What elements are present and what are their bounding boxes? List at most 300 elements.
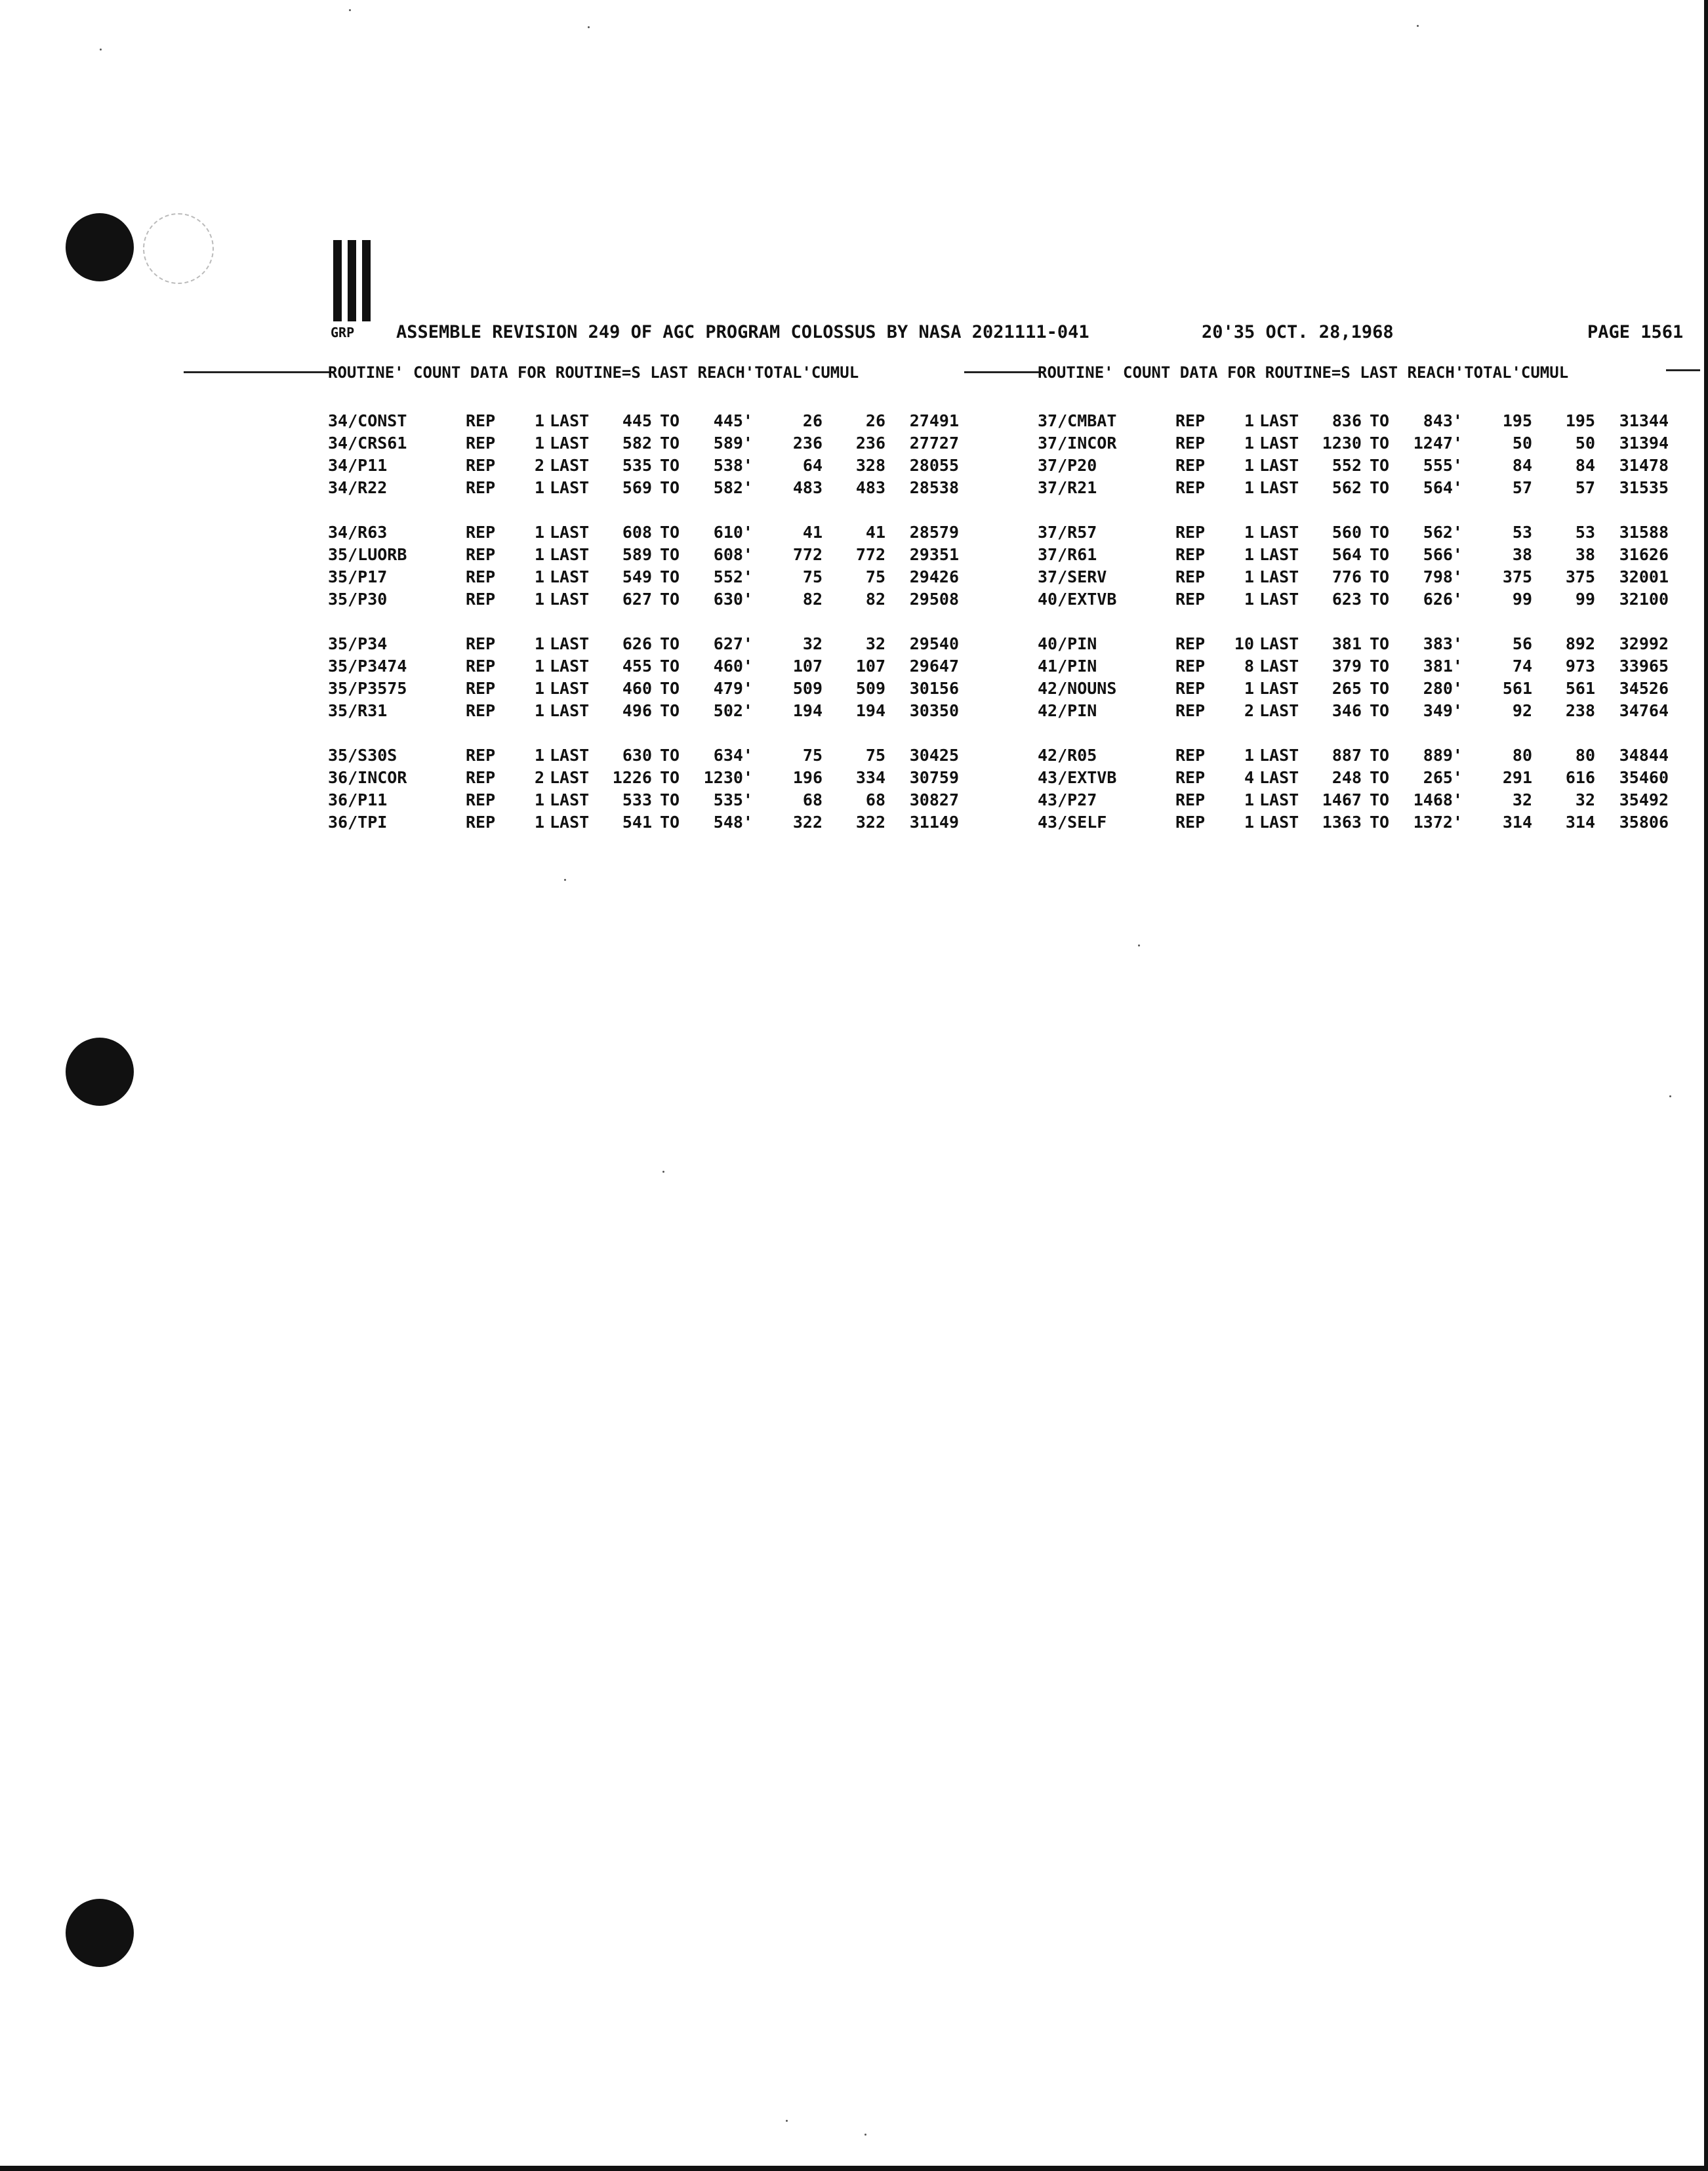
cell-rep: REP bbox=[1175, 456, 1206, 475]
cell-cumul: 34844 bbox=[1619, 746, 1669, 765]
cell-count: 1 bbox=[534, 478, 544, 497]
cell-rep: REP bbox=[466, 768, 496, 787]
table-row bbox=[328, 477, 964, 499]
table-row bbox=[1038, 455, 1674, 477]
cell-cumul: 29647 bbox=[909, 657, 959, 676]
cell-end: 626' bbox=[1423, 590, 1463, 609]
cell-to: TO bbox=[1370, 790, 1390, 809]
cell-reach: 64 bbox=[802, 456, 823, 475]
cell-end: 627' bbox=[713, 634, 753, 653]
cell-cumul: 31626 bbox=[1619, 545, 1669, 564]
punch-hole-bottom bbox=[66, 1899, 134, 1967]
cell-cumul: 29426 bbox=[909, 567, 959, 586]
cell-cumul: 31149 bbox=[909, 813, 959, 832]
cell-from: 1230 bbox=[1322, 434, 1362, 453]
cell-last: LAST bbox=[550, 590, 590, 609]
cell-last: LAST bbox=[1259, 545, 1299, 564]
cell-last: LAST bbox=[550, 679, 590, 698]
cell-from: 552 bbox=[1332, 456, 1362, 475]
cell-total: 238 bbox=[1565, 701, 1595, 720]
cell-rep: REP bbox=[466, 523, 496, 542]
cell-rep: REP bbox=[466, 478, 496, 497]
cell-cumul: 31344 bbox=[1619, 411, 1669, 430]
cell-total: 80 bbox=[1575, 746, 1595, 765]
cell-routine: 35/P30 bbox=[328, 590, 388, 609]
page-bottom-edge bbox=[0, 2166, 1708, 2171]
cell-to: TO bbox=[660, 813, 680, 832]
cell-last: LAST bbox=[1259, 456, 1299, 475]
cell-count: 10 bbox=[1234, 634, 1254, 653]
cell-rep: REP bbox=[466, 411, 496, 430]
cell-end: 634' bbox=[713, 746, 753, 765]
cell-total: 53 bbox=[1575, 523, 1595, 542]
cell-from: 549 bbox=[622, 567, 652, 586]
table-row bbox=[1038, 700, 1674, 722]
paper-speck bbox=[1669, 1095, 1671, 1097]
cell-reach: 82 bbox=[802, 590, 823, 609]
cell-count: 1 bbox=[1244, 567, 1254, 586]
cell-total: 32 bbox=[1575, 790, 1595, 809]
cell-rep: REP bbox=[1175, 478, 1206, 497]
table-row bbox=[328, 566, 964, 588]
cell-reach: 322 bbox=[792, 813, 823, 832]
cell-reach: 483 bbox=[792, 478, 823, 497]
cell-routine: 36/TPI bbox=[328, 813, 388, 832]
cell-last: LAST bbox=[550, 746, 590, 765]
paper-speck bbox=[564, 879, 566, 881]
cell-count: 1 bbox=[534, 411, 544, 430]
cell-to: TO bbox=[1370, 701, 1390, 720]
table-row bbox=[328, 455, 964, 477]
cell-rep: REP bbox=[466, 590, 496, 609]
cell-last: LAST bbox=[1259, 523, 1299, 542]
cell-total: 195 bbox=[1565, 411, 1595, 430]
cell-from: 560 bbox=[1332, 523, 1362, 542]
cell-to: TO bbox=[1370, 679, 1390, 698]
cell-to: TO bbox=[660, 434, 680, 453]
cell-rep: REP bbox=[1175, 746, 1206, 765]
cell-to: TO bbox=[660, 478, 680, 497]
cell-cumul: 29351 bbox=[909, 545, 959, 564]
cell-from: 455 bbox=[622, 657, 652, 676]
cell-routine: 34/R22 bbox=[328, 478, 388, 497]
cell-count: 1 bbox=[534, 567, 544, 586]
cell-cumul: 29540 bbox=[909, 634, 959, 653]
cell-rep: REP bbox=[1175, 434, 1206, 453]
table-row bbox=[1038, 588, 1674, 611]
cell-count: 1 bbox=[1244, 790, 1254, 809]
cell-total: 375 bbox=[1565, 567, 1595, 586]
paper-speck bbox=[100, 49, 102, 51]
cell-from: 626 bbox=[622, 634, 652, 653]
cell-from: 623 bbox=[1332, 590, 1362, 609]
cell-count: 1 bbox=[1244, 434, 1254, 453]
cell-reach: 75 bbox=[802, 746, 823, 765]
cell-rep: REP bbox=[1175, 679, 1206, 698]
cell-routine: 36/P11 bbox=[328, 790, 388, 809]
table-row bbox=[1038, 655, 1674, 678]
cell-from: 627 bbox=[622, 590, 652, 609]
cell-cumul: 28055 bbox=[909, 456, 959, 475]
cell-routine: 36/INCOR bbox=[328, 768, 407, 787]
cell-reach: 375 bbox=[1502, 567, 1532, 586]
cell-cumul: 28538 bbox=[909, 478, 959, 497]
cell-routine: 42/R05 bbox=[1038, 746, 1097, 765]
cell-total: 483 bbox=[855, 478, 885, 497]
table-row bbox=[328, 744, 964, 767]
cell-cumul: 31588 bbox=[1619, 523, 1669, 542]
cell-to: TO bbox=[660, 523, 680, 542]
cell-rep: REP bbox=[1175, 590, 1206, 609]
cell-total: 509 bbox=[855, 679, 885, 698]
cell-last: LAST bbox=[550, 768, 590, 787]
cell-rep: REP bbox=[1175, 411, 1206, 430]
cell-cumul: 34526 bbox=[1619, 679, 1669, 698]
cell-rep: REP bbox=[466, 746, 496, 765]
cell-end: 502' bbox=[713, 701, 753, 720]
table-row bbox=[328, 633, 964, 655]
table-row bbox=[1038, 544, 1674, 566]
cell-routine: 37/R21 bbox=[1038, 478, 1097, 497]
cell-routine: 35/LUORB bbox=[328, 545, 407, 564]
cell-from: 1226 bbox=[612, 768, 652, 787]
cell-to: TO bbox=[660, 701, 680, 720]
paper-speck bbox=[588, 26, 590, 28]
cell-count: 1 bbox=[534, 657, 544, 676]
cell-to: TO bbox=[1370, 813, 1390, 832]
paper-speck bbox=[349, 9, 351, 11]
table-row bbox=[328, 410, 964, 432]
cell-count: 1 bbox=[534, 545, 544, 564]
cell-rep: REP bbox=[466, 701, 496, 720]
punch-hole-outline bbox=[143, 213, 214, 284]
cell-routine: 42/PIN bbox=[1038, 701, 1097, 720]
cell-routine: 40/PIN bbox=[1038, 634, 1097, 653]
column-header-right: ROUTINE' COUNT DATA FOR ROUTINE=S LAST REACH'TOTAL'CUMUL bbox=[1038, 363, 1569, 382]
cell-last: LAST bbox=[1259, 790, 1299, 809]
cell-from: 496 bbox=[622, 701, 652, 720]
cell-reach: 561 bbox=[1502, 679, 1532, 698]
cell-last: LAST bbox=[1259, 746, 1299, 765]
cell-end: 1230' bbox=[703, 768, 753, 787]
cell-reach: 32 bbox=[802, 634, 823, 653]
cell-to: TO bbox=[1370, 456, 1390, 475]
cell-rep: REP bbox=[466, 634, 496, 653]
cell-rep: REP bbox=[466, 657, 496, 676]
cell-end: 562' bbox=[1423, 523, 1463, 542]
cell-reach: 236 bbox=[792, 434, 823, 453]
cell-count: 2 bbox=[534, 768, 544, 787]
cell-end: 1247' bbox=[1413, 434, 1463, 453]
cell-last: LAST bbox=[550, 567, 590, 586]
table-row bbox=[328, 811, 964, 834]
cell-to: TO bbox=[660, 790, 680, 809]
printer-marker-bars bbox=[333, 240, 373, 321]
cell-to: TO bbox=[1370, 478, 1390, 497]
cell-total: 772 bbox=[855, 545, 885, 564]
cell-count: 1 bbox=[534, 746, 544, 765]
page-edge-shadow bbox=[1704, 0, 1708, 2171]
cell-to: TO bbox=[660, 768, 680, 787]
cell-total: 107 bbox=[855, 657, 885, 676]
cell-to: TO bbox=[660, 746, 680, 765]
table-row bbox=[1038, 678, 1674, 700]
column-rule-middle bbox=[964, 371, 1043, 373]
cell-from: 248 bbox=[1332, 768, 1362, 787]
cell-routine: 34/P11 bbox=[328, 456, 388, 475]
paper-speck bbox=[1417, 25, 1419, 27]
cell-count: 1 bbox=[534, 634, 544, 653]
cell-reach: 99 bbox=[1512, 590, 1532, 609]
cell-count: 1 bbox=[1244, 456, 1254, 475]
cell-rep: REP bbox=[1175, 523, 1206, 542]
cell-reach: 314 bbox=[1502, 813, 1532, 832]
cell-routine: 37/INCOR bbox=[1038, 434, 1117, 453]
cell-count: 1 bbox=[534, 679, 544, 698]
cell-reach: 92 bbox=[1512, 701, 1532, 720]
cell-from: 379 bbox=[1332, 657, 1362, 676]
cell-count: 2 bbox=[534, 456, 544, 475]
cell-rep: REP bbox=[1175, 567, 1206, 586]
table-row bbox=[328, 789, 964, 811]
cell-to: TO bbox=[1370, 523, 1390, 542]
cell-last: LAST bbox=[550, 813, 590, 832]
cell-end: 630' bbox=[713, 590, 753, 609]
cell-from: 533 bbox=[622, 790, 652, 809]
cell-to: TO bbox=[1370, 768, 1390, 787]
cell-total: 99 bbox=[1575, 590, 1595, 609]
cell-routine: 35/P34 bbox=[328, 634, 388, 653]
cell-end: 280' bbox=[1423, 679, 1463, 698]
cell-last: LAST bbox=[1259, 701, 1299, 720]
cell-reach: 68 bbox=[802, 790, 823, 809]
cell-end: 798' bbox=[1423, 567, 1463, 586]
cell-to: TO bbox=[1370, 590, 1390, 609]
cell-reach: 80 bbox=[1512, 746, 1532, 765]
cell-to: TO bbox=[660, 590, 680, 609]
cell-count: 1 bbox=[1244, 679, 1254, 698]
cell-cumul: 32100 bbox=[1619, 590, 1669, 609]
cell-last: LAST bbox=[550, 701, 590, 720]
cell-total: 236 bbox=[855, 434, 885, 453]
cell-count: 2 bbox=[1244, 701, 1254, 720]
table-row bbox=[1038, 566, 1674, 588]
cell-to: TO bbox=[660, 634, 680, 653]
marker-label: GRP bbox=[331, 325, 355, 340]
cell-total: 194 bbox=[855, 701, 885, 720]
cell-routine: 37/CMBAT bbox=[1038, 411, 1117, 430]
cell-reach: 772 bbox=[792, 545, 823, 564]
cell-from: 381 bbox=[1332, 634, 1362, 653]
cell-rep: REP bbox=[1175, 657, 1206, 676]
cell-total: 57 bbox=[1575, 478, 1595, 497]
cell-from: 346 bbox=[1332, 701, 1362, 720]
table-row bbox=[1038, 767, 1674, 789]
cell-rep: REP bbox=[1175, 701, 1206, 720]
cell-reach: 50 bbox=[1512, 434, 1532, 453]
cell-last: LAST bbox=[1259, 634, 1299, 653]
cell-reach: 291 bbox=[1502, 768, 1532, 787]
cell-cumul: 28579 bbox=[909, 523, 959, 542]
cell-end: 381' bbox=[1423, 657, 1463, 676]
cell-last: LAST bbox=[550, 790, 590, 809]
cell-last: LAST bbox=[1259, 590, 1299, 609]
cell-cumul: 30425 bbox=[909, 746, 959, 765]
table-row bbox=[1038, 789, 1674, 811]
table-row bbox=[328, 655, 964, 678]
cell-count: 1 bbox=[1244, 478, 1254, 497]
cell-routine: 40/EXTVB bbox=[1038, 590, 1117, 609]
cell-count: 1 bbox=[534, 523, 544, 542]
cell-to: TO bbox=[1370, 746, 1390, 765]
cell-from: 445 bbox=[622, 411, 652, 430]
cell-total: 84 bbox=[1575, 456, 1595, 475]
table-row bbox=[328, 767, 964, 789]
cell-routine: 35/S30S bbox=[328, 746, 397, 765]
paper-speck bbox=[786, 2120, 788, 2122]
cell-end: 538' bbox=[713, 456, 753, 475]
cell-reach: 53 bbox=[1512, 523, 1532, 542]
cell-routine: 41/PIN bbox=[1038, 657, 1097, 676]
cell-end: 1372' bbox=[1413, 813, 1463, 832]
cell-count: 1 bbox=[534, 701, 544, 720]
column-rule-left bbox=[184, 371, 335, 373]
cell-last: LAST bbox=[1259, 657, 1299, 676]
cell-total: 50 bbox=[1575, 434, 1595, 453]
cell-total: 322 bbox=[855, 813, 885, 832]
cell-count: 4 bbox=[1244, 768, 1254, 787]
cell-end: 555' bbox=[1423, 456, 1463, 475]
cell-count: 1 bbox=[1244, 545, 1254, 564]
cell-rep: REP bbox=[466, 456, 496, 475]
cell-cumul: 31478 bbox=[1619, 456, 1669, 475]
cell-rep: REP bbox=[466, 434, 496, 453]
cell-count: 1 bbox=[1244, 590, 1254, 609]
cell-count: 1 bbox=[1244, 746, 1254, 765]
cell-last: LAST bbox=[550, 545, 590, 564]
table-row bbox=[1038, 477, 1674, 499]
cell-routine: 35/P17 bbox=[328, 567, 388, 586]
cell-cumul: 30759 bbox=[909, 768, 959, 787]
cell-reach: 32 bbox=[1512, 790, 1532, 809]
cell-cumul: 31535 bbox=[1619, 478, 1669, 497]
cell-from: 608 bbox=[622, 523, 652, 542]
cell-routine: 34/CONST bbox=[328, 411, 407, 430]
cell-end: 582' bbox=[713, 478, 753, 497]
cell-reach: 509 bbox=[792, 679, 823, 698]
page-number: PAGE 1561 bbox=[1587, 322, 1684, 342]
cell-from: 460 bbox=[622, 679, 652, 698]
cell-last: LAST bbox=[550, 634, 590, 653]
cell-routine: 34/CRS61 bbox=[328, 434, 407, 453]
punch-hole-middle bbox=[66, 1038, 134, 1106]
cell-reach: 57 bbox=[1512, 478, 1532, 497]
cell-end: 460' bbox=[713, 657, 753, 676]
cell-last: LAST bbox=[550, 434, 590, 453]
cell-count: 1 bbox=[1244, 813, 1254, 832]
cell-rep: REP bbox=[466, 790, 496, 809]
cell-rep: REP bbox=[466, 679, 496, 698]
cell-total: 68 bbox=[865, 790, 885, 809]
punch-hole-top bbox=[66, 213, 134, 281]
cell-last: LAST bbox=[1259, 813, 1299, 832]
table-row bbox=[328, 588, 964, 611]
cell-last: LAST bbox=[1259, 679, 1299, 698]
cell-last: LAST bbox=[550, 657, 590, 676]
cell-from: 569 bbox=[622, 478, 652, 497]
cell-reach: 194 bbox=[792, 701, 823, 720]
cell-reach: 196 bbox=[792, 768, 823, 787]
cell-to: TO bbox=[1370, 411, 1390, 430]
cell-cumul: 30156 bbox=[909, 679, 959, 698]
table-row bbox=[328, 521, 964, 544]
cell-end: 564' bbox=[1423, 478, 1463, 497]
cell-count: 1 bbox=[534, 790, 544, 809]
table-row bbox=[1038, 432, 1674, 455]
cell-to: TO bbox=[1370, 657, 1390, 676]
cell-total: 334 bbox=[855, 768, 885, 787]
cell-to: TO bbox=[660, 657, 680, 676]
cell-from: 582 bbox=[622, 434, 652, 453]
column-rule-right bbox=[1666, 369, 1700, 371]
table-row bbox=[1038, 410, 1674, 432]
cell-end: 843' bbox=[1423, 411, 1463, 430]
cell-last: LAST bbox=[1259, 478, 1299, 497]
cell-last: LAST bbox=[550, 523, 590, 542]
cell-cumul: 31394 bbox=[1619, 434, 1669, 453]
cell-total: 973 bbox=[1565, 657, 1595, 676]
cell-end: 535' bbox=[713, 790, 753, 809]
cell-rep: REP bbox=[466, 545, 496, 564]
cell-cumul: 35460 bbox=[1619, 768, 1669, 787]
cell-cumul: 32992 bbox=[1619, 634, 1669, 653]
cell-to: TO bbox=[660, 567, 680, 586]
cell-reach: 107 bbox=[792, 657, 823, 676]
cell-routine: 42/NOUNS bbox=[1038, 679, 1117, 698]
cell-from: 887 bbox=[1332, 746, 1362, 765]
cell-from: 836 bbox=[1332, 411, 1362, 430]
cell-reach: 84 bbox=[1512, 456, 1532, 475]
cell-rep: REP bbox=[1175, 813, 1206, 832]
cell-last: LAST bbox=[1259, 434, 1299, 453]
assembly-title: ASSEMBLE REVISION 249 OF AGC PROGRAM COLOSSUS BY NASA 2021111-041 bbox=[396, 322, 1089, 342]
cell-total: 41 bbox=[865, 523, 885, 542]
cell-total: 75 bbox=[865, 746, 885, 765]
table-row bbox=[328, 678, 964, 700]
table-row bbox=[328, 432, 964, 455]
cell-cumul: 35806 bbox=[1619, 813, 1669, 832]
column-header-left: ROUTINE' COUNT DATA FOR ROUTINE=S LAST REACH'TOTAL'CUMUL bbox=[328, 363, 859, 382]
cell-count: 1 bbox=[534, 434, 544, 453]
cell-routine: 37/R57 bbox=[1038, 523, 1097, 542]
cell-to: TO bbox=[1370, 434, 1390, 453]
cell-cumul: 29508 bbox=[909, 590, 959, 609]
cell-to: TO bbox=[1370, 634, 1390, 653]
cell-count: 8 bbox=[1244, 657, 1254, 676]
cell-rep: REP bbox=[466, 813, 496, 832]
cell-total: 328 bbox=[855, 456, 885, 475]
cell-from: 776 bbox=[1332, 567, 1362, 586]
cell-end: 479' bbox=[713, 679, 753, 698]
cell-from: 265 bbox=[1332, 679, 1362, 698]
cell-to: TO bbox=[1370, 545, 1390, 564]
cell-end: 889' bbox=[1423, 746, 1463, 765]
cell-cumul: 30827 bbox=[909, 790, 959, 809]
cell-routine: 35/R31 bbox=[328, 701, 388, 720]
table-row bbox=[1038, 633, 1674, 655]
cell-end: 445' bbox=[713, 411, 753, 430]
cell-total: 314 bbox=[1565, 813, 1595, 832]
